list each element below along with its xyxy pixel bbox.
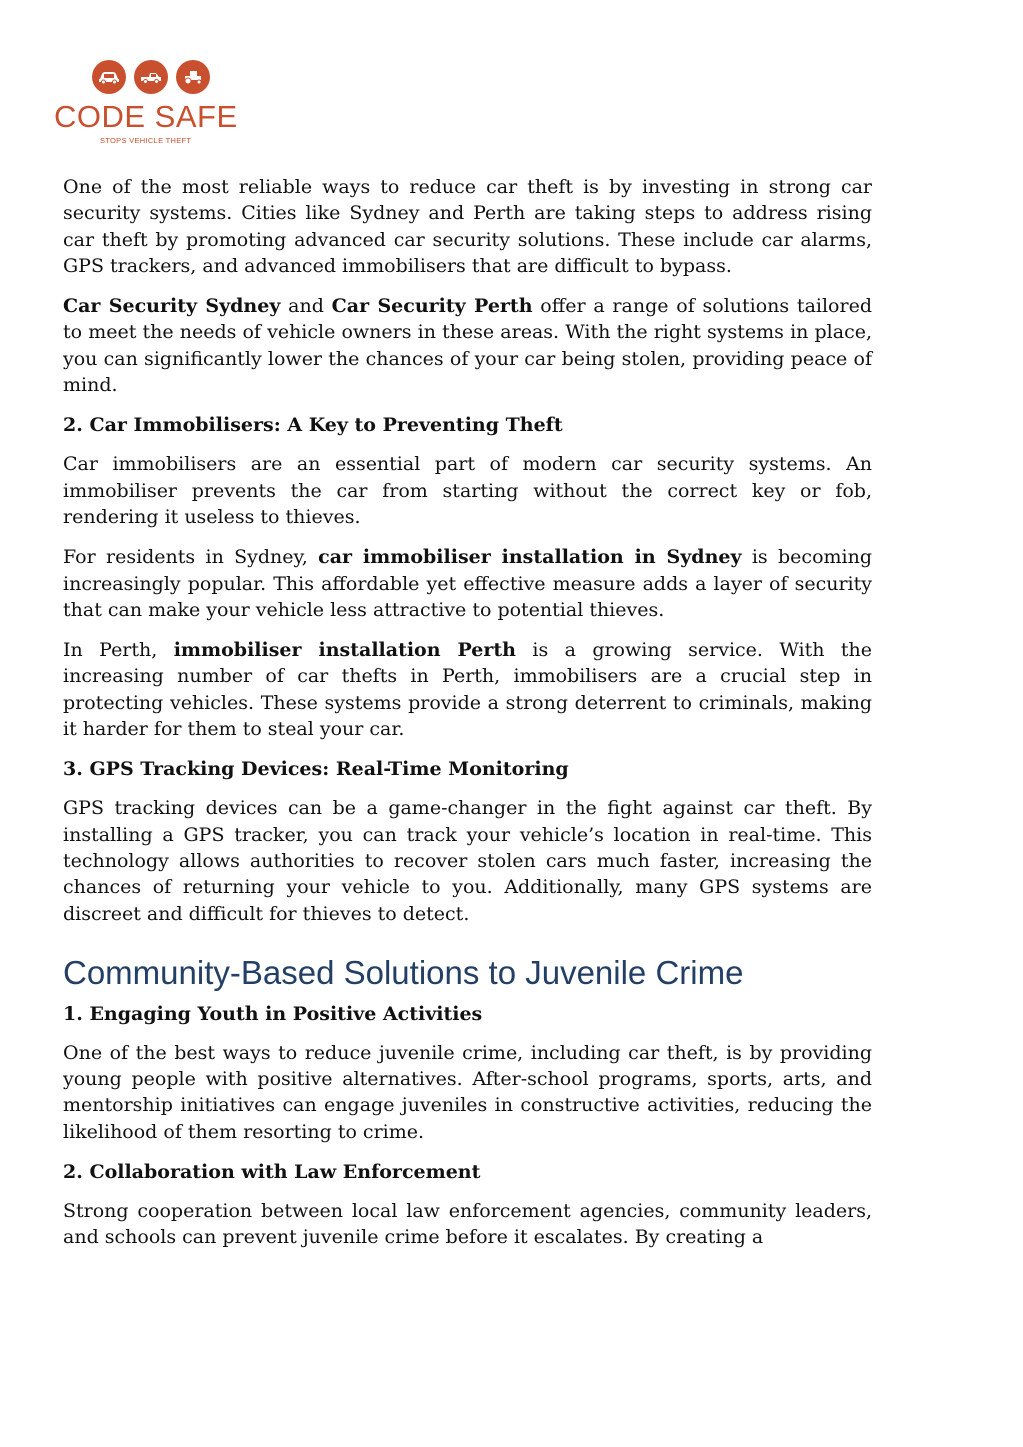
pickup-truck-icon	[134, 60, 168, 94]
link-immobiliser-perth: immobiliser installation Perth	[173, 639, 516, 662]
car-icon	[92, 60, 126, 94]
heading-law-enforcement: 2. Collaboration with Law Enforcement	[63, 1161, 481, 1184]
paragraph-law-enforcement: Strong cooperation between local law enforcement agencies, community leaders, and schools can prevent juvenile crime before it escalates. By creating a	[63, 1200, 872, 1249]
link-car-security-perth: Car Security Perth	[331, 295, 533, 318]
heading-engaging-youth: 1. Engaging Youth in Positive Activities	[63, 1002, 483, 1025]
text-span: In Perth,	[63, 639, 174, 662]
code-safe-logo	[54, 60, 244, 160]
link-car-security-sydney: Car Security Sydney	[63, 295, 281, 318]
paragraph-engaging-youth: One of the best ways to reduce juvenile crime, including car theft, is by providing young people with positive alternatives. After-school programs, sports, arts, and mentorship initiatives can engage juveniles in constructive activities, reducing the likelihood of them resorting to crime.	[63, 1041, 872, 1143]
text-span: offer a range of solutions tailored to meet the needs of vehicle owners in these areas. With the right systems in place, you can significantly lower the chances of your car being stolen, providing peace of mind.	[63, 295, 872, 397]
heading-community-solutions: Community-Based Solutions to Juvenile Crime	[63, 953, 744, 991]
text-span: is becoming increasingly popular. This affordable yet effective measure adds a layer of security that can make your vehicle less attractive to potential thieves.	[63, 546, 872, 621]
text-span: and	[280, 295, 332, 318]
heading-gps-tracking: 3. GPS Tracking Devices: Real-Time Monitoring	[63, 758, 569, 781]
text-span: For residents in Sydney,	[63, 546, 319, 569]
paragraph-immobilisers-intro: Car immobilisers are an essential part of modern car security systems. An immobiliser prevents the car from starting without the correct key or fob, rendering it useless to thieves.	[63, 453, 872, 528]
heading-car-immobilisers: 2. Car Immobilisers: A Key to Preventing Theft	[63, 414, 563, 437]
paragraph-immobiliser-sydney	[63, 544, 872, 623]
logo-icons	[92, 60, 244, 94]
text-span: is a growing service. With the increasing number of car thefts in Perth, immobilisers are a crucial step in protecting vehicles. These systems provide a strong deterrent to criminals, making it harder for them to steal your car.	[63, 639, 872, 741]
tractor-icon	[176, 60, 210, 94]
paragraph-immobiliser-perth	[63, 637, 872, 742]
link-immobiliser-sydney: car immobiliser installation in Sydney	[318, 546, 742, 569]
logo-name: CODE SAFE	[54, 99, 238, 134]
paragraph-gps-tracking: GPS tracking devices can be a game-changer in the fight against car theft. By installing a GPS tracker, you can track your vehicle’s location in real-time. This technology allows authorities to recover stolen cars much faster, increasing the chances of returning your vehicle to you. Additionally, many GPS systems are discreet and difficult for thieves to detect.	[63, 797, 872, 925]
logo-tagline: STOPS VEHICLE THEFT	[100, 136, 192, 145]
paragraph-security-systems: One of the most reliable ways to reduce car theft is by investing in strong car security systems. Cities like Sydney and Perth are taking steps to address rising car theft by promoting advanced car security solutions. These include car alarms, GPS trackers, and advanced immobilisers that are difficult to bypass.	[63, 176, 872, 277]
article-body	[63, 174, 872, 1265]
paragraph-car-security-cities	[63, 293, 872, 398]
